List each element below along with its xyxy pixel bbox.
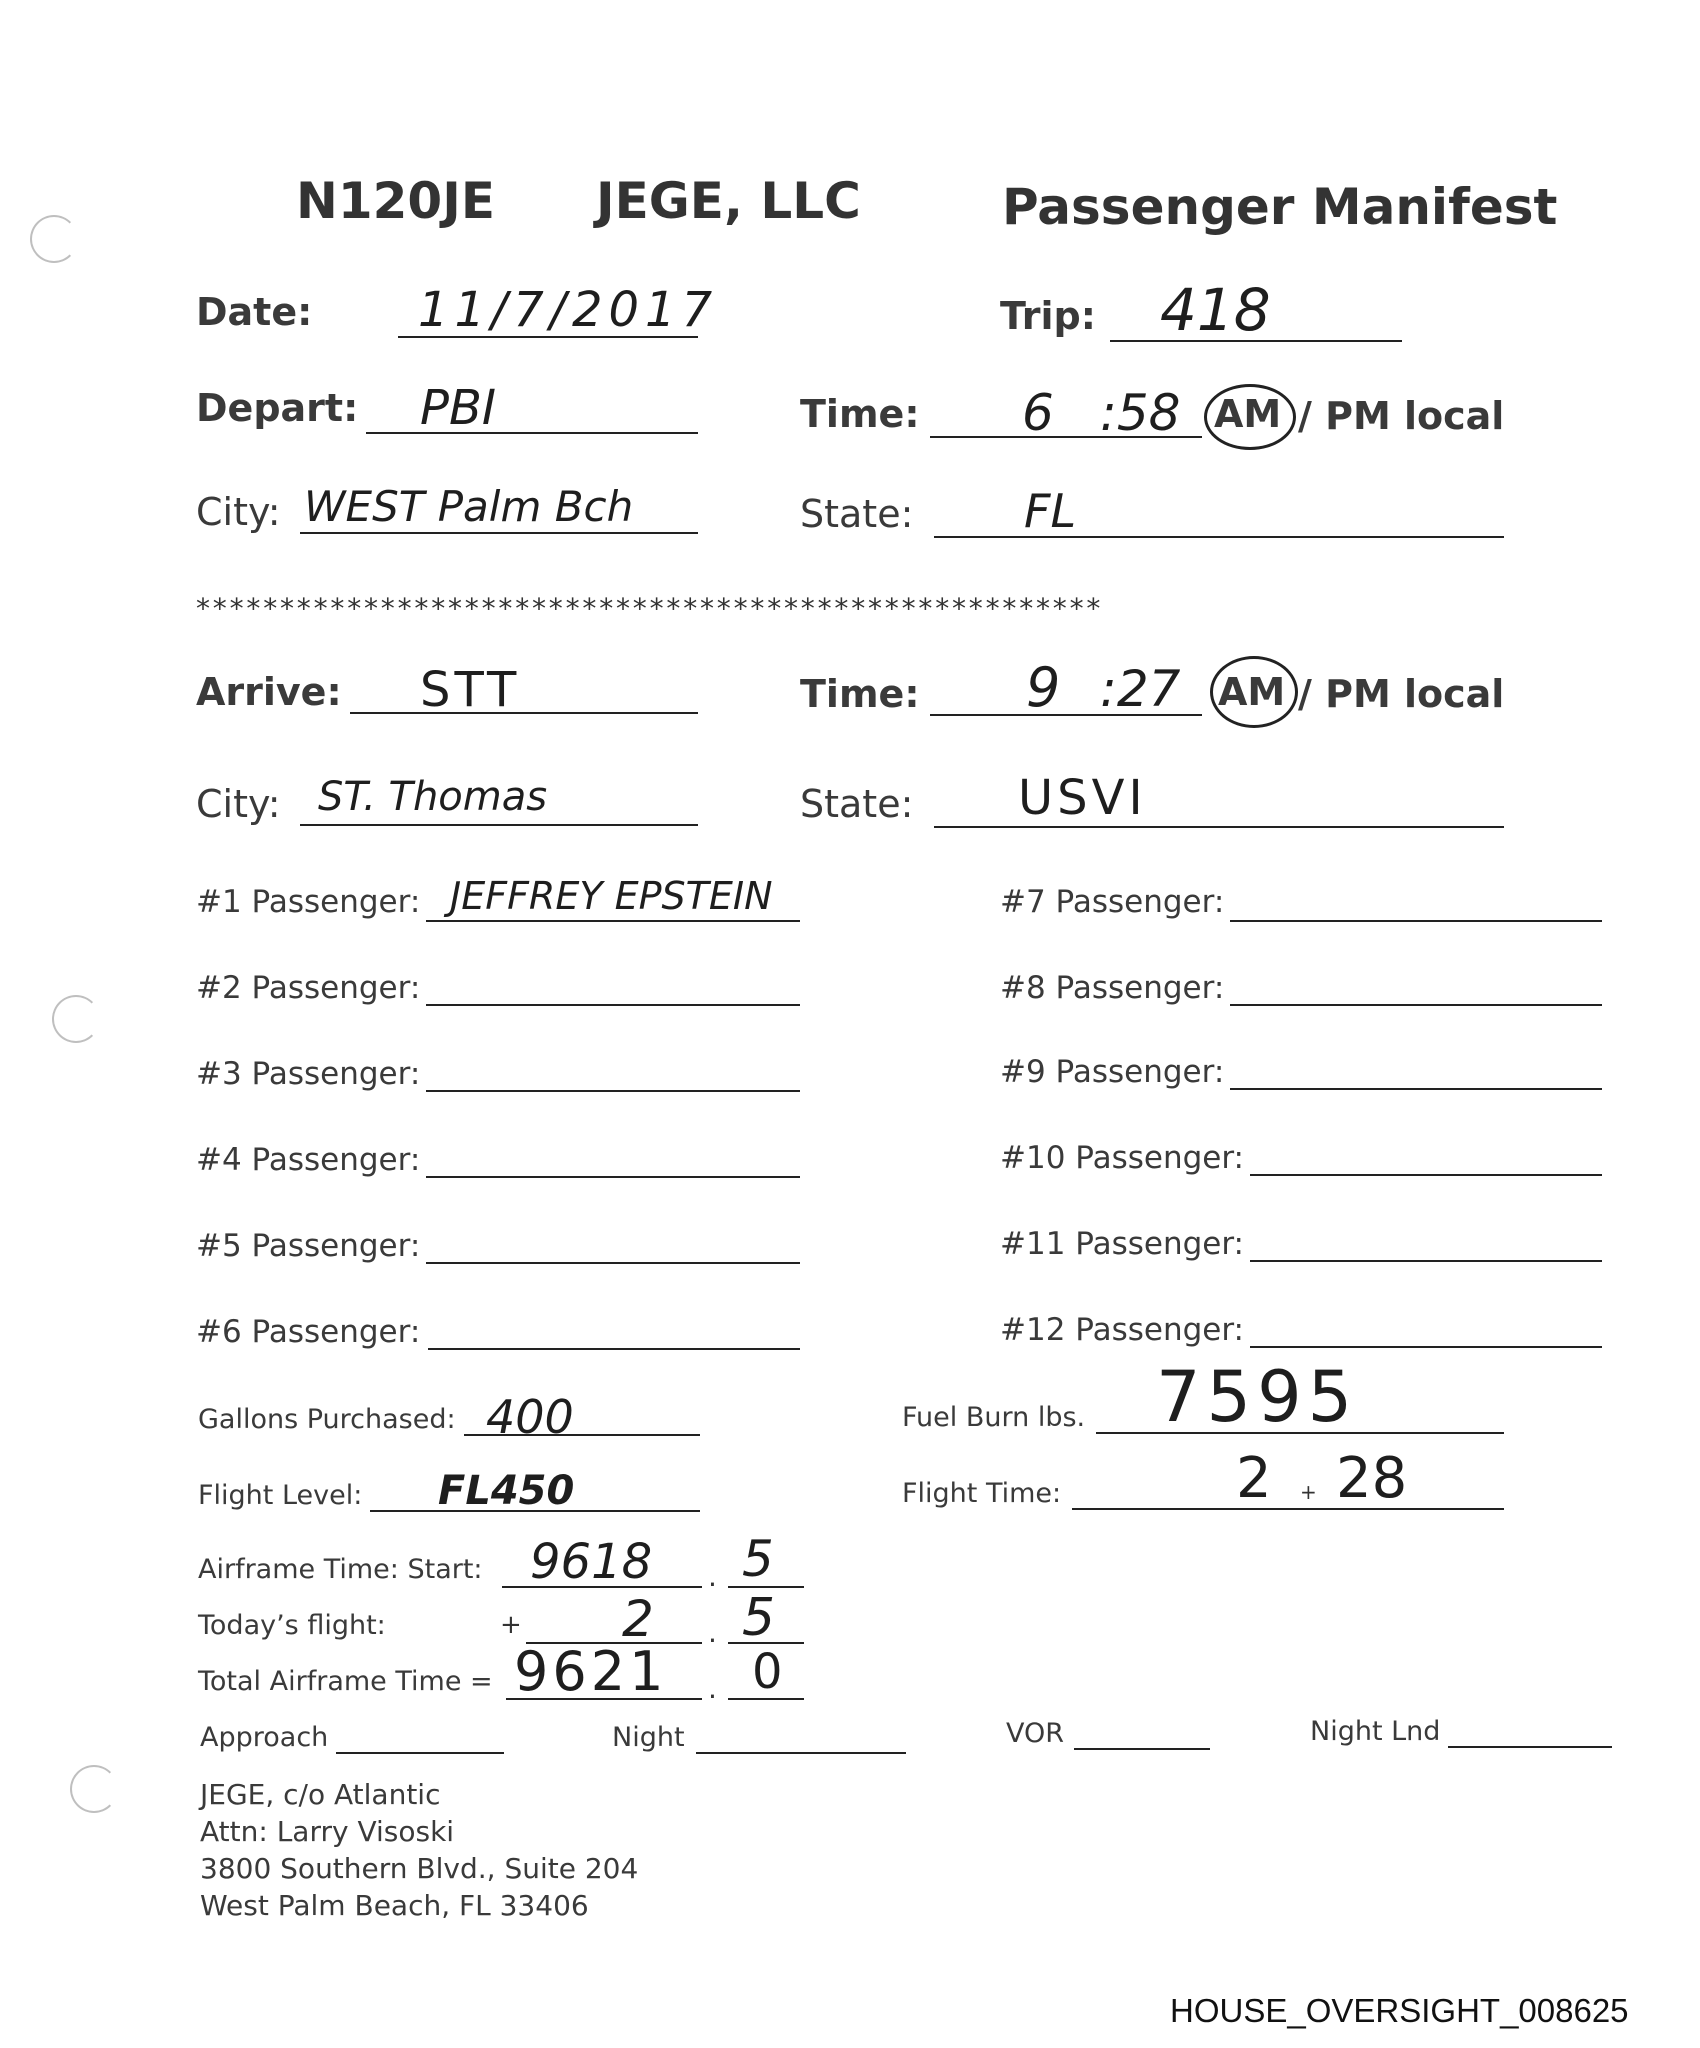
depart-am-label: AM [1214, 392, 1282, 436]
arrive-line [350, 712, 698, 714]
passenger-12-label: #12 Passenger: [1000, 1312, 1244, 1348]
address-line-2: Attn: Larry Visoski [200, 1815, 455, 1848]
todays-flight-dot: . [708, 1616, 717, 1649]
arrive-state-line [934, 826, 1504, 828]
approach-label: Approach [200, 1722, 329, 1753]
airframe-start-whole: 9618 [530, 1534, 653, 1590]
depart-state-label: State: [800, 492, 914, 536]
gallons-purchased-label: Gallons Purchased: [198, 1404, 456, 1435]
arrive-time-minutes: :27 [1100, 660, 1181, 718]
passenger-4-line [426, 1176, 800, 1178]
depart-state-value: FL [1024, 484, 1077, 538]
flight-time-line [1072, 1508, 1504, 1510]
arrive-state-value: USVI [1018, 770, 1147, 826]
depart-time-hour: 6 [1022, 384, 1054, 442]
passenger-4-label: #4 Passenger: [196, 1142, 421, 1178]
bates-stamp: HOUSE_OVERSIGHT_008625 [1170, 1992, 1629, 2029]
passenger-7-label: #7 Passenger: [1000, 884, 1225, 920]
todays-flight-label: Today’s flight: [198, 1610, 386, 1641]
passenger-9-label: #9 Passenger: [1000, 1054, 1225, 1090]
binder-hole-bottom [70, 1765, 118, 1813]
passenger-11-line [1250, 1260, 1602, 1262]
arrive-value: STT [420, 662, 521, 718]
todays-flight-whole: 2 [622, 1590, 654, 1648]
passenger-8-label: #8 Passenger: [1000, 970, 1225, 1006]
passenger-11-label: #11 Passenger: [1000, 1226, 1244, 1262]
binder-hole-middle [52, 995, 100, 1043]
passenger-9-line [1230, 1088, 1602, 1090]
passenger-6-line [428, 1348, 800, 1350]
address-line-3: 3800 Southern Blvd., Suite 204 [200, 1852, 639, 1885]
form-title: Passenger Manifest [1002, 178, 1558, 236]
passenger-7-line [1230, 920, 1602, 922]
total-airframe-tenth: 0 [752, 1644, 783, 1700]
total-airframe-dot: . [708, 1672, 717, 1705]
flight-level-label: Flight Level: [198, 1480, 363, 1511]
depart-pm-local-label: / PM local [1298, 394, 1505, 438]
depart-time-label: Time: [800, 392, 920, 436]
vor-label: VOR [1006, 1718, 1065, 1749]
arrive-pm-local-label: / PM local [1298, 672, 1505, 716]
depart-value: PBI [420, 380, 497, 436]
asterisk-separator: ****************************************************** [196, 592, 1104, 625]
depart-city-line [300, 532, 698, 534]
depart-line [366, 432, 698, 434]
passenger-3-line [426, 1090, 800, 1092]
todays-flight-plus: + [500, 1610, 522, 1640]
airframe-start-tenth: 5 [742, 1530, 774, 1588]
flight-time-minutes: 28 [1336, 1446, 1408, 1511]
passenger-12-line [1250, 1346, 1602, 1348]
arrive-am-label: AM [1218, 670, 1286, 714]
arrive-city-line [300, 824, 698, 826]
passenger-1-label: #1 Passenger: [196, 884, 421, 920]
date-value: 11/7/2017 [418, 282, 719, 338]
passenger-8-line [1230, 1004, 1602, 1006]
night-label: Night [612, 1722, 685, 1753]
depart-label: Depart: [196, 386, 359, 430]
passenger-2-line [426, 1004, 800, 1006]
passenger-5-line [426, 1262, 800, 1264]
depart-city-value: WEST Palm Bch [304, 482, 634, 531]
night-lnd-label: Night Lnd [1310, 1716, 1441, 1747]
airframe-start-label: Airframe Time: Start: [198, 1554, 483, 1585]
arrive-label: Arrive: [196, 670, 342, 714]
total-airframe-whole: 9621 [514, 1640, 668, 1703]
depart-city-label: City: [196, 490, 281, 534]
gallons-purchased-value: 400 [486, 1390, 574, 1444]
passenger-10-label: #10 Passenger: [1000, 1140, 1244, 1176]
depart-state-line [934, 536, 1504, 538]
flight-time-label: Flight Time: [902, 1478, 1062, 1509]
date-label: Date: [196, 290, 313, 334]
night-line [696, 1752, 906, 1754]
passenger-1-line [426, 920, 800, 922]
address-line-1: JEGE, c/o Atlantic [200, 1778, 441, 1811]
arrive-city-value: ST. Thomas [318, 774, 548, 820]
passenger-5-label: #5 Passenger: [196, 1228, 421, 1264]
passenger-10-line [1250, 1174, 1602, 1176]
fuel-burn-label: Fuel Burn lbs. [902, 1402, 1086, 1433]
passenger-6-label: #6 Passenger: [196, 1314, 421, 1350]
night-lnd-line [1448, 1746, 1612, 1748]
depart-time-minutes: :58 [1100, 384, 1181, 442]
flight-time-hours: 2 [1236, 1446, 1272, 1511]
passenger-2-label: #2 Passenger: [196, 970, 421, 1006]
passenger-3-label: #3 Passenger: [196, 1056, 421, 1092]
tail-number: N120JE [296, 172, 495, 230]
passenger-1-value: JEFFREY EPSTEIN [450, 874, 773, 918]
trip-value: 418 [1160, 276, 1271, 344]
todays-flight-tenth: 5 [742, 1588, 776, 1648]
total-airframe-label: Total Airframe Time = [198, 1666, 493, 1697]
binder-hole-top [30, 215, 78, 263]
company-name: JEGE, LLC [596, 172, 861, 230]
arrive-state-label: State: [800, 782, 914, 826]
address-line-4: West Palm Beach, FL 33406 [200, 1889, 589, 1922]
trip-label: Trip: [1000, 294, 1096, 338]
arrive-city-label: City: [196, 782, 281, 826]
fuel-burn-value: 7595 [1156, 1356, 1359, 1438]
arrive-time-hour: 9 [1026, 656, 1061, 719]
airframe-start-dot: . [708, 1560, 717, 1593]
arrive-time-label: Time: [800, 672, 920, 716]
flight-time-plus: + [1300, 1480, 1317, 1504]
approach-line [336, 1752, 504, 1754]
flight-level-value: FL450 [438, 1468, 575, 1514]
vor-line [1074, 1748, 1210, 1750]
